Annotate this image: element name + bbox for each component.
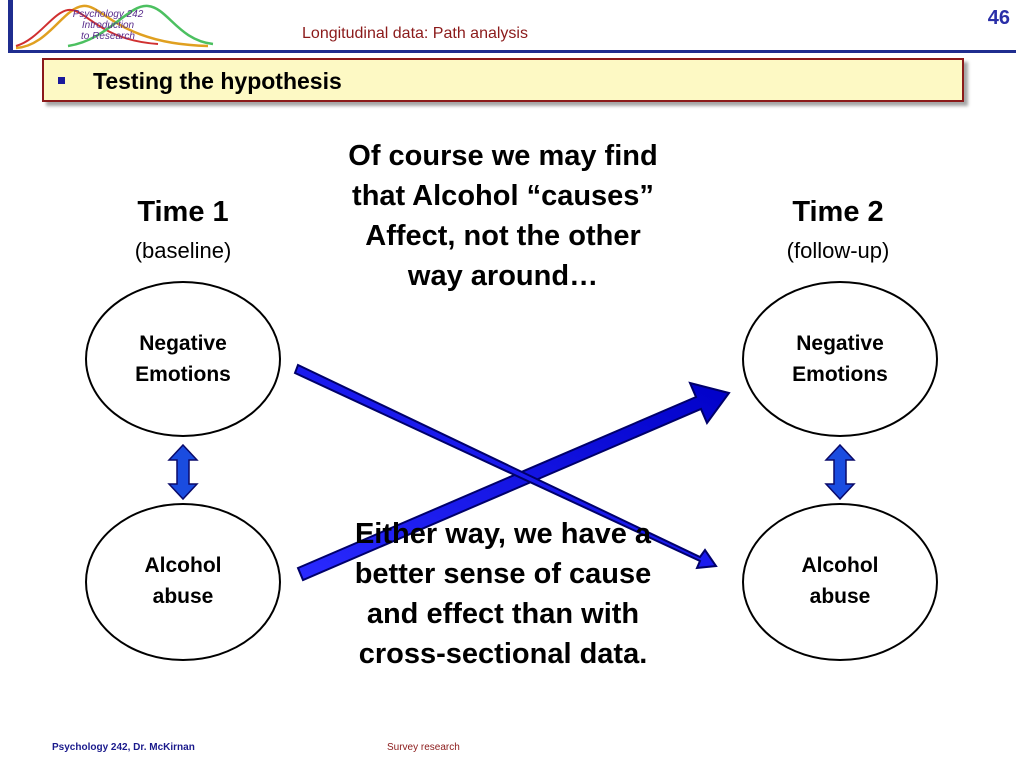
node-label-line: Alcohol <box>801 554 879 577</box>
node-label-line: Negative <box>139 332 227 355</box>
footer-course-topic: Survey research <box>387 742 460 753</box>
slide-header-title: Longitudinal data: Path analysis <box>302 25 528 42</box>
logo-line-1: Psychology 242 <box>72 9 144 20</box>
callout-bottom-line: Either way, we have a <box>354 518 652 550</box>
time2-label: Time 2 <box>792 196 884 228</box>
node-label-line: Alcohol <box>144 554 222 577</box>
time1-label: Time 1 <box>137 196 229 228</box>
node-label-line: abuse <box>152 585 214 608</box>
double-arrow-t1-icon <box>169 445 197 499</box>
node-label-line: Negative <box>796 332 884 355</box>
callout-top <box>296 136 710 296</box>
logo-line-2: Introduction <box>81 20 135 31</box>
time1-sublabel: (baseline) <box>134 238 232 263</box>
callout-bottom-line: cross-sectional data. <box>358 638 648 670</box>
node-t1-emotions <box>86 328 280 392</box>
callout-top-line: way around… <box>407 260 599 292</box>
logo-line-3: to Research <box>81 31 135 42</box>
callout-top-line: Of course we may find <box>348 140 658 172</box>
slide-title: Testing the hypothesis <box>93 68 342 94</box>
footer-author: Psychology 242, Dr. McKirnan <box>52 742 195 753</box>
node-t2-alcohol <box>743 550 937 614</box>
callout-bottom <box>296 514 710 674</box>
time2-sublabel: (follow-up) <box>786 238 890 263</box>
callout-bottom-line: better sense of cause <box>354 558 652 590</box>
callout-top-line: Affect, not the other <box>365 220 641 252</box>
node-t1-alcohol <box>86 550 280 614</box>
double-arrow-t2-icon <box>826 445 854 499</box>
slide-number: 46 <box>987 7 1010 29</box>
node-label-line: Emotions <box>135 363 231 386</box>
node-t2-emotions <box>743 328 937 392</box>
callout-top-line: that Alcohol “causes” <box>352 180 654 212</box>
node-label-line: Emotions <box>792 363 888 386</box>
callout-bottom-line: and effect than with <box>366 598 640 630</box>
node-label-line: abuse <box>809 585 871 608</box>
